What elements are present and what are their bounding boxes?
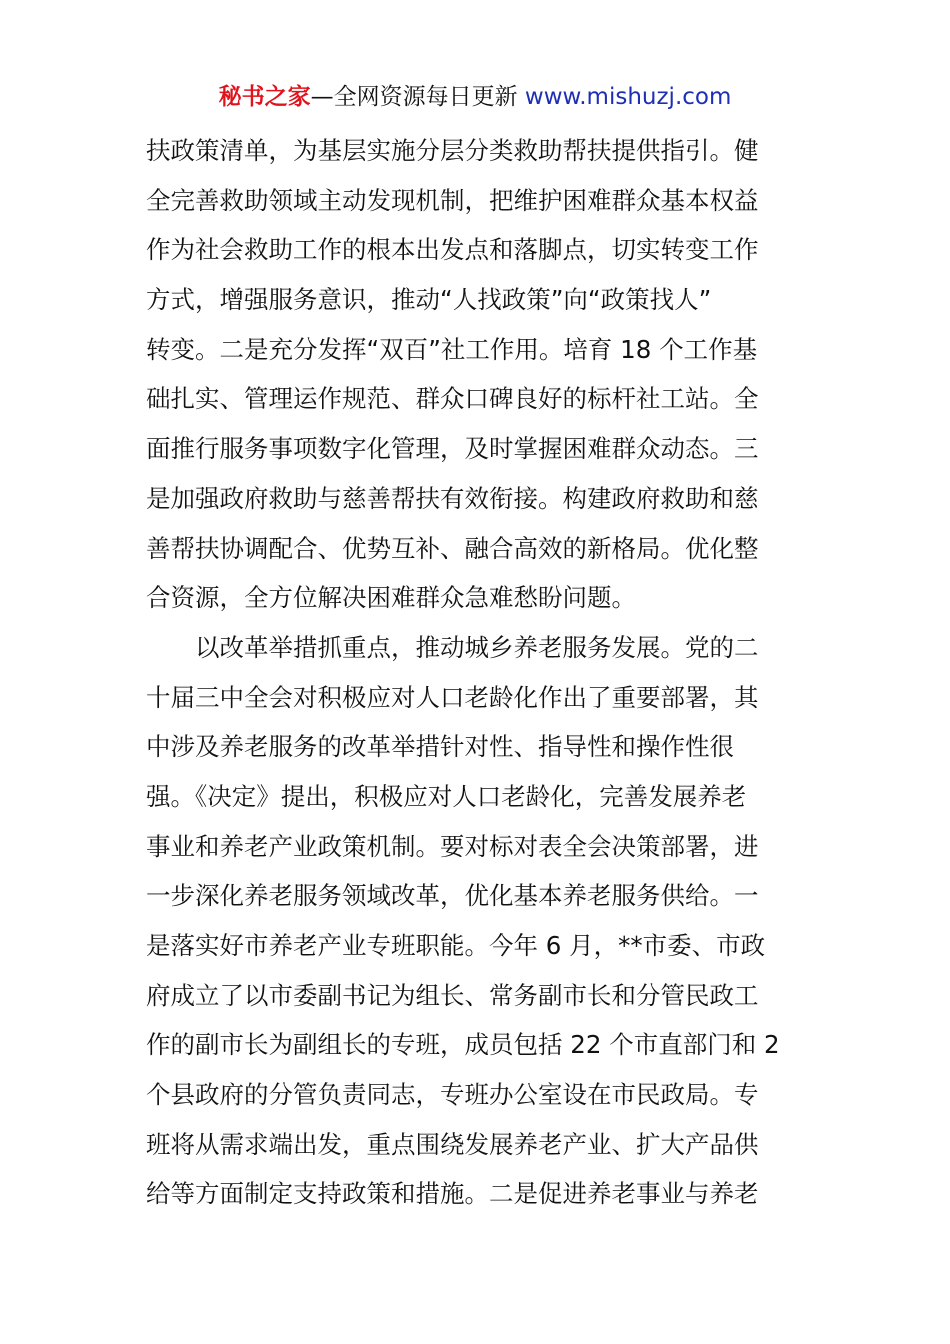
text-line: 善帮扶协调配合、优势互补、融合高效的新格局。优化整 (146, 533, 759, 563)
page-header (0, 80, 950, 114)
text-line: 中涉及养老服务的改革举措针对性、指导性和操作性很 (146, 732, 734, 762)
text-line: 强。《决定》提出，积极应对人口老龄化，完善发展养老 (146, 781, 747, 811)
paragraph-start-line: 以改革举措抓重点，推动城乡养老服务发展。党的二 (195, 632, 759, 662)
text-line: 作的副市长为副组长的专班，成员包括 22 个市直部门和 2 (146, 1030, 780, 1060)
text-line: 个县政府的分管负责同志，专班办公室设在市民政局。专 (146, 1080, 759, 1110)
text-line: 给等方面制定支持政策和措施。二是促进养老事业与养老 (146, 1179, 759, 1209)
document-body (146, 126, 810, 1219)
text-line: 面推行服务事项数字化管理，及时掌握困难群众动态。三 (146, 434, 759, 464)
text-line: 班将从需求端出发，重点围绕发展养老产业、扩大产品供 (146, 1129, 759, 1159)
header-tagline: —全网资源每日更新 (310, 84, 518, 110)
text-line: 合资源，全方位解决困难群众急难愁盼问题。 (146, 583, 636, 613)
text-line: 是落实好市养老产业专班职能。今年 6 月，**市委、市政 (146, 931, 766, 960)
text-line: 础扎实、管理运作规范、群众口碑良好的标杆社工站。全 (146, 384, 759, 414)
brand-name: 秘书之家 (218, 84, 311, 110)
text-line: 扶政策清单，为基层实施分层分类救助帮扶提供指引。健 (146, 136, 759, 165)
text-line: 是加强政府救助与慈善帮扶有效衔接。构建政府救助和慈 (146, 483, 759, 513)
text-line: 作为社会救助工作的根本出发点和落脚点，切实转变工作 (146, 235, 759, 265)
text-line: 事业和养老产业政策机制。要对标对表全会决策部署，进 (146, 831, 759, 861)
text-line: 全完善救助领域主动发现机制，把维护困难群众基本权益 (146, 185, 759, 215)
text-line: 府成立了以市委副书记为组长、常务副市长和分管民政工 (146, 980, 759, 1010)
text-line: 方式，增强服务意识，推动“人找政策”向“政策找人” (146, 285, 712, 315)
text-line: 转变。二是充分发挥“双百”社工作用。培育 18 个工作基 (146, 334, 758, 364)
text-line: 十届三中全会对积极应对人口老龄化作出了重要部署，其 (146, 682, 759, 712)
website-url[interactable]: www.mishuzj.com (524, 84, 732, 110)
text-line: 一步深化养老服务领域改革，优化基本养老服务供给。一 (146, 881, 759, 911)
